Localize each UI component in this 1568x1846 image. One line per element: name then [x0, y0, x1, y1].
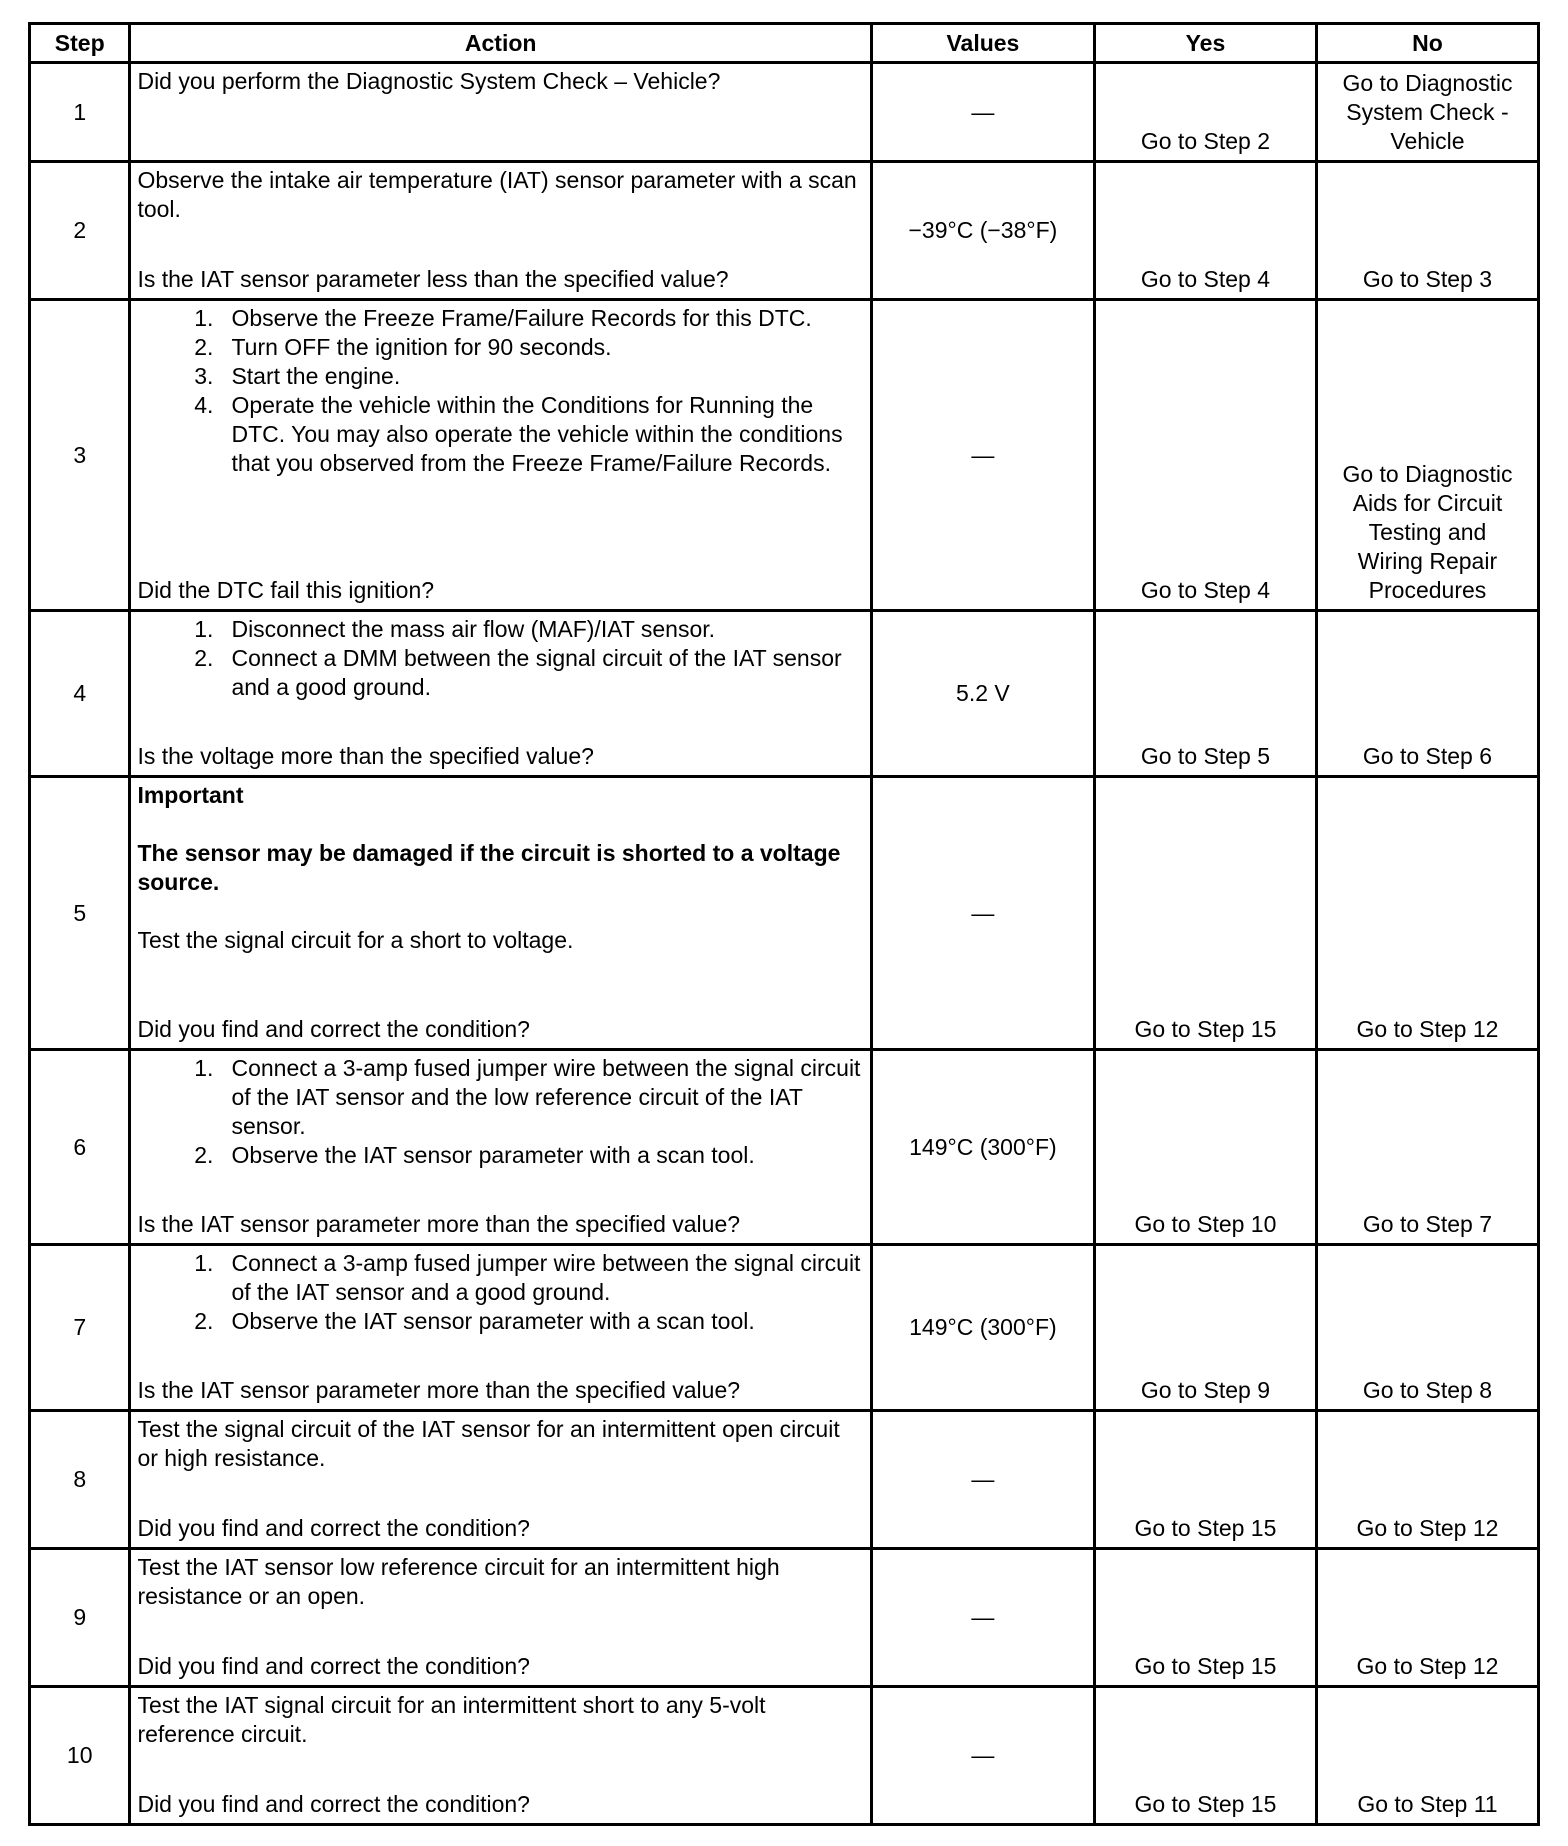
- action-question: Did you find and correct the condition?: [137, 1653, 530, 1679]
- list-item: 1. Observe the Freeze Frame/Failure Records for this DTC.: [194, 305, 812, 331]
- list-item: 3. Start the engine.: [194, 363, 401, 389]
- value-cell: 149°C (300°F): [871, 1245, 1094, 1411]
- list-item: 1. Disconnect the mass air flow (MAF)/IAT sensor.: [194, 616, 716, 642]
- list-item: 2. Observe the IAT sensor parameter with a scan tool.: [194, 1142, 755, 1168]
- list-item: 1. Connect a 3-amp fused jumper wire between the signal circuit of the IAT sensor and a good ground.: [194, 1250, 861, 1305]
- action-question: Is the IAT sensor parameter less than the specified value?: [137, 266, 729, 292]
- important-heading: Important: [137, 782, 244, 808]
- table-row: [30, 300, 1539, 611]
- action-cell: [130, 1245, 871, 1411]
- header-step: Step: [30, 24, 130, 63]
- table-row: [30, 1050, 1539, 1245]
- step-number: 4: [30, 611, 130, 777]
- action-cell: [130, 1687, 871, 1825]
- yes-cell: Go to Step 2: [1094, 63, 1316, 162]
- procedure-list: [137, 615, 863, 702]
- step-number: 6: [30, 1050, 130, 1245]
- action-question: Is the IAT sensor parameter more than the specified value?: [137, 1377, 741, 1403]
- no-cell: Go to Step 6: [1316, 611, 1538, 777]
- header-row: [30, 24, 1539, 63]
- header-no: No: [1316, 24, 1538, 63]
- yes-cell: Go to Step 4: [1094, 162, 1316, 300]
- action-cell: [130, 300, 871, 611]
- action-text: Did you perform the Diagnostic System Check – Vehicle?: [137, 68, 721, 94]
- step-number: 8: [30, 1411, 130, 1549]
- warning-text: The sensor may be damaged if the circuit is shorted to a voltage source.: [137, 840, 841, 895]
- no-cell: Go to Step 12: [1316, 777, 1538, 1050]
- action-question: Is the IAT sensor parameter more than the specified value?: [137, 1211, 741, 1237]
- table-row: [30, 162, 1539, 300]
- list-item: 2. Turn OFF the ignition for 90 seconds.: [194, 334, 612, 360]
- value-cell: —: [871, 1549, 1094, 1687]
- step-number: 3: [30, 300, 130, 611]
- yes-cell: Go to Step 10: [1094, 1050, 1316, 1245]
- step-number: 5: [30, 777, 130, 1050]
- action-text: Test the IAT sensor low reference circuit for an intermittent high resistance or an open.: [137, 1554, 780, 1609]
- no-cell: Go to Step 11: [1316, 1687, 1538, 1825]
- table-row: [30, 611, 1539, 777]
- action-question: Did the DTC fail this ignition?: [137, 577, 435, 603]
- action-cell: [130, 1050, 871, 1245]
- no-cell: Go to Step 8: [1316, 1245, 1538, 1411]
- value-cell: —: [871, 1687, 1094, 1825]
- procedure-list: [137, 304, 863, 478]
- action-question: Did you find and correct the condition?: [137, 1515, 530, 1541]
- action-text: Test the IAT signal circuit for an intermittent short to any 5-volt reference circuit.: [137, 1692, 766, 1747]
- table-row: [30, 1549, 1539, 1687]
- diagnostic-table: [28, 22, 1540, 1826]
- action-question: Is the voltage more than the specified value?: [137, 743, 594, 769]
- yes-cell: Go to Step 5: [1094, 611, 1316, 777]
- yes-cell: Go to Step 15: [1094, 777, 1316, 1050]
- no-cell: Go to Diagnostic System Check - Vehicle: [1316, 63, 1538, 162]
- value-cell: —: [871, 300, 1094, 611]
- action-cell: [130, 1411, 871, 1549]
- step-number: 7: [30, 1245, 130, 1411]
- table-row: [30, 777, 1539, 1050]
- no-cell: Go to Step 3: [1316, 162, 1538, 300]
- yes-cell: Go to Step 4: [1094, 300, 1316, 611]
- table-row: [30, 1245, 1539, 1411]
- no-cell: Go to Step 12: [1316, 1549, 1538, 1687]
- procedure-list: [137, 1249, 863, 1336]
- value-cell: −39°C (−38°F): [871, 162, 1094, 300]
- action-text: Test the signal circuit of the IAT sensor for an intermittent open circuit or high resistance.: [137, 1416, 840, 1471]
- action-cell: [130, 1549, 871, 1687]
- action-cell: [130, 162, 871, 300]
- value-cell: —: [871, 1411, 1094, 1549]
- yes-cell: Go to Step 15: [1094, 1411, 1316, 1549]
- action-text: Observe the intake air temperature (IAT) sensor parameter with a scan tool.: [137, 167, 857, 222]
- action-cell: [130, 777, 871, 1050]
- table-row: [30, 1411, 1539, 1549]
- step-number: 9: [30, 1549, 130, 1687]
- value-cell: 149°C (300°F): [871, 1050, 1094, 1245]
- action-cell: [130, 63, 871, 162]
- value-cell: —: [871, 777, 1094, 1050]
- yes-cell: Go to Step 15: [1094, 1687, 1316, 1825]
- header-action: Action: [130, 24, 871, 63]
- yes-cell: Go to Step 15: [1094, 1549, 1316, 1687]
- yes-cell: Go to Step 9: [1094, 1245, 1316, 1411]
- action-question: Did you find and correct the condition?: [137, 1016, 530, 1042]
- diagnostic-table-container: [28, 22, 1540, 1826]
- no-cell: Go to Step 12: [1316, 1411, 1538, 1549]
- header-values: Values: [871, 24, 1094, 63]
- step-number: 2: [30, 162, 130, 300]
- no-cell: Go to Diagnostic Aids for Circuit Testing and Wiring Repair Procedures: [1316, 300, 1538, 611]
- list-item: 2. Observe the IAT sensor parameter with a scan tool.: [194, 1308, 755, 1334]
- value-cell: 5.2 V: [871, 611, 1094, 777]
- list-item: 4. Operate the vehicle within the Conditions for Running the DTC. You may also operate the vehicle within the conditions that you observed from the Freeze Frame/Failure Records.: [194, 392, 843, 476]
- header-yes: Yes: [1094, 24, 1316, 63]
- step-number: 10: [30, 1687, 130, 1825]
- table-row: [30, 1687, 1539, 1825]
- list-item: 2. Connect a DMM between the signal circuit of the IAT sensor and a good ground.: [194, 645, 842, 700]
- list-item: 1. Connect a 3-amp fused jumper wire between the signal circuit of the IAT sensor and the low reference circuit of the IAT sensor.: [194, 1055, 861, 1139]
- step-number: 1: [30, 63, 130, 162]
- value-cell: —: [871, 63, 1094, 162]
- action-cell: [130, 611, 871, 777]
- procedure-list: [137, 1054, 863, 1170]
- action-question: Did you find and correct the condition?: [137, 1791, 530, 1817]
- table-row: [30, 63, 1539, 162]
- action-text: Test the signal circuit for a short to voltage.: [137, 927, 574, 953]
- no-cell: Go to Step 7: [1316, 1050, 1538, 1245]
